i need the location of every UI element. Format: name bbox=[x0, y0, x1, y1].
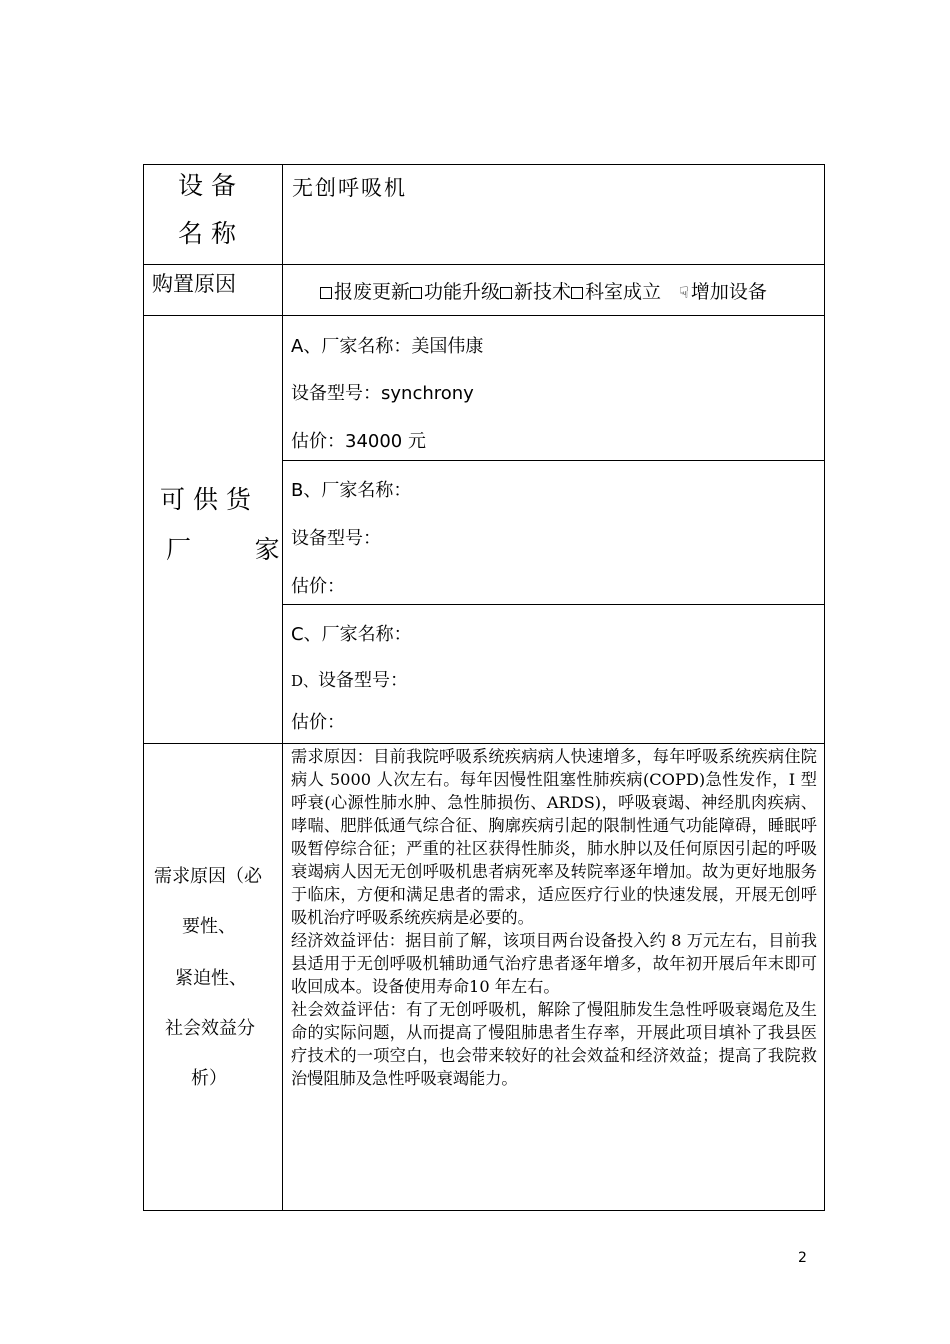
demand-reason-paragraph: 需求原因：目前我院呼吸系统疾病病人快速增多，每年呼吸系统疾病住院病人 5000 人次左右。每年因慢性阻塞性肺疾病(COPD)急性发作，I 型呼衰(心源性肺水肿、急性肺损伤、ARDS)，呼吸衰竭、神经肌肉疾病、哮喘、肥胖低通气综合征、胸廓疾病引起的限制性通气功能障碍，睡眠呼吸暂停综合征；严重的社区获得性肺炎，肺水肿以及任何原因引起的呼吸衰竭病人因无无创呼吸机患者病死率及转院率逐年增加。故为更好地服务于临床，方便和满足患者的需求，适应医疗行业的快速发展，开展无创呼吸机治疗呼吸系统疾病是必要的。 bbox=[291, 747, 817, 927]
option-label: 新技术 bbox=[514, 281, 572, 303]
supplier-a-manufacturer: A、厂家名称：美国伟康 bbox=[291, 336, 484, 357]
device-name-label-line2: 名 称 bbox=[178, 219, 236, 248]
option-label: 功能升级 bbox=[424, 281, 501, 303]
page-number: 2 bbox=[798, 1250, 807, 1266]
supplier-c-model bbox=[291, 666, 408, 692]
supplier-c-model-label: 设备型号： bbox=[318, 670, 409, 691]
device-name-value: 无创呼吸机 bbox=[292, 176, 407, 200]
demand-text bbox=[291, 745, 817, 1090]
demand-label-line3: 紧迫性、 bbox=[175, 968, 247, 989]
supplier-b-manufacturer: B、厂家名称： bbox=[291, 480, 412, 501]
purchase-reason-label: 购置原因 bbox=[152, 272, 236, 296]
social-benefit-paragraph: 社会效益评估：有了无创呼吸机，解除了慢阻肺发生急性呼吸衰竭危及生命的实际问题，从而提高了慢阻肺患者生存率，开展此项目填补了我县医疗技术的一项空白，也会带来较好的社会效益和经济效益；提高了我院救治慢阻肺及急性呼吸衰竭能力。 bbox=[291, 1000, 817, 1088]
device-name-label-line1: 设 备 bbox=[178, 171, 236, 200]
column-divider bbox=[282, 164, 283, 1211]
check-mark-icon[interactable]: ☟ bbox=[679, 283, 689, 302]
checkbox-new-technology[interactable] bbox=[500, 287, 512, 299]
demand-label-line5: 析） bbox=[191, 1068, 227, 1089]
row-divider bbox=[143, 264, 825, 265]
demand-label-line2: 要性、 bbox=[182, 916, 236, 937]
checkbox-department-established[interactable] bbox=[571, 287, 583, 299]
row-divider bbox=[143, 315, 825, 316]
option-label: 增加设备 bbox=[690, 281, 767, 303]
suppliers-label-line2: 厂 家 bbox=[166, 535, 280, 564]
supplier-a-price: 估价：34000 元 bbox=[291, 431, 426, 452]
sub-row-divider bbox=[282, 460, 825, 461]
demand-label-line4: 社会效益分 bbox=[165, 1018, 255, 1039]
table-left-border bbox=[143, 164, 144, 1211]
sub-row-divider bbox=[282, 604, 825, 605]
supplier-b-model: 设备型号： bbox=[291, 528, 381, 549]
demand-label-line1: 需求原因（必 bbox=[154, 866, 262, 887]
option-label: 科室成立 bbox=[585, 281, 662, 303]
option-label: 报废更新 bbox=[334, 281, 411, 303]
purchase-reason-options bbox=[320, 277, 767, 304]
economic-benefit-paragraph: 经济效益评估：据目前了解，该项目两台设备投入约 8 万元左右，目前我县适用于无创呼吸机辅助通气治疗患者逐年增多，故年初开展后年末即可收回成本。设备使用寿命10 年左右。 bbox=[291, 931, 817, 996]
table-right-border bbox=[824, 164, 825, 1211]
supplier-c-price: 估价： bbox=[291, 712, 345, 733]
supplier-c-manufacturer: C、厂家名称： bbox=[291, 624, 412, 645]
suppliers-label-line1: 可 供 货 bbox=[160, 485, 251, 514]
supplier-d-prefix: D、 bbox=[291, 672, 319, 690]
supplier-a-model: 设备型号：synchrony bbox=[291, 383, 474, 404]
row-divider bbox=[143, 743, 825, 744]
table-bottom-border bbox=[143, 1210, 825, 1211]
supplier-b-price: 估价： bbox=[291, 576, 345, 597]
checkbox-scrap-renewal[interactable] bbox=[320, 287, 332, 299]
table-top-border bbox=[143, 164, 825, 165]
checkbox-function-upgrade[interactable] bbox=[410, 287, 422, 299]
